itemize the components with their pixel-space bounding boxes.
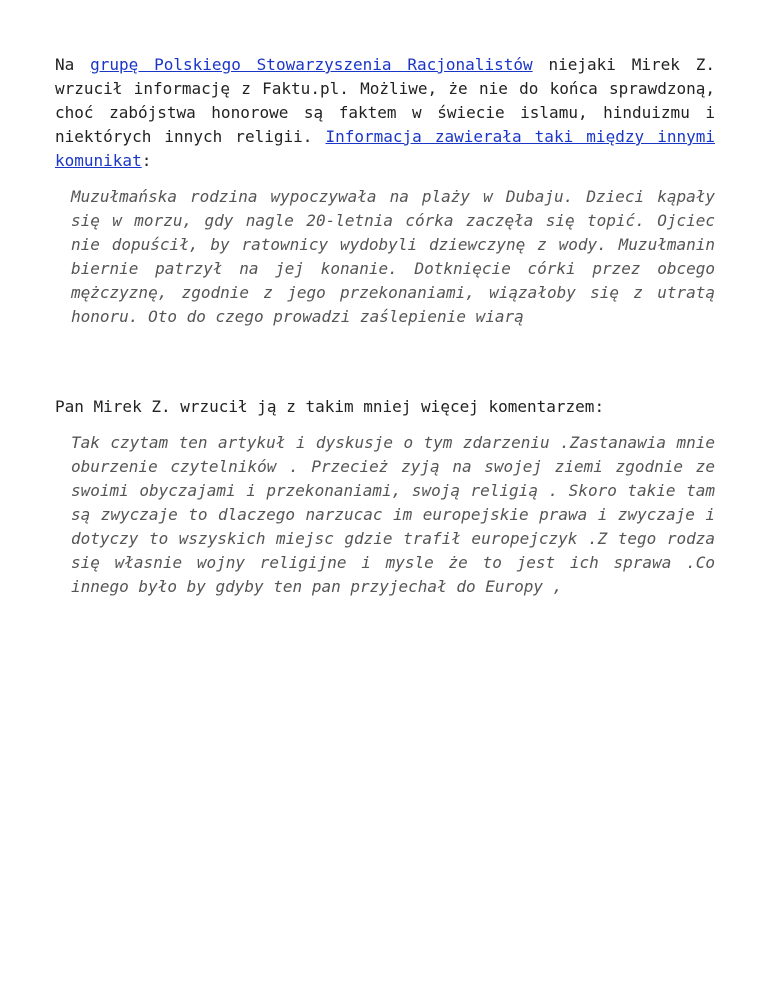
intro-middle: niejaki Mirek Z. wrzucił informację z Faktu.pl. Możliwe, że nie do końca sprawdzoną, choć zabójstwa honorowe są faktem w świecie islamu, hinduizmu i niektórych innych religii.: [55, 55, 716, 146]
intro-prefix: Na: [55, 55, 91, 74]
article-body: [55, 53, 715, 599]
spacer: [55, 329, 715, 395]
blockquote-comment: Tak czytam ten artykuł i dyskusje o tym zdarzeniu .Zastanawia mnie oburzenie czytelników . Przecież zyją na swojej ziemi zgodnie ze swoimi obyczajami i przekonaniami, swoją religią . Skoro takie tam są zwyczaje to dlaczego narzucac im europejskie prawa i zwyczaje i dotyczy to wszyskich miejsc gdzie trafił europejczyk .Z tego rodza się własnie wojny religijne i mysle że to jest ich sprawa .Co innego było by gdyby ten pan przyjechał do Europy ,: [71, 433, 715, 596]
blockquote-fakt: Muzułmańska rodzina wypoczywała na plaży w Dubaju. Dzieci kąpały się w morzu, gdy nagle 20-letnia córka zaczęła się topić. Ojciec nie dopuścił, by ratownicy wydobyli dziewczynę z wody. Muzułmanin biernie patrzył na jej konanie. Dotknięcie córki przez obcego mężczyznę, zgodnie z jego przekonaniami, wiązałoby się z utratą honoru. Oto do czego prowadzi zaślepienie wiarą: [71, 187, 715, 326]
intro-paragraph: [55, 53, 715, 173]
intro-suffix: :: [141, 151, 152, 170]
informacja-link[interactable]: Informacja zawierała taki między innymi komunikat: [55, 127, 715, 170]
comment-intro-paragraph: Pan Mirek Z. wrzucił ją z takim mniej więcej komentarzem:: [55, 397, 605, 416]
racjonalisci-group-link[interactable]: grupę Polskiego Stowarzyszenia Racjonalistów: [90, 55, 533, 74]
